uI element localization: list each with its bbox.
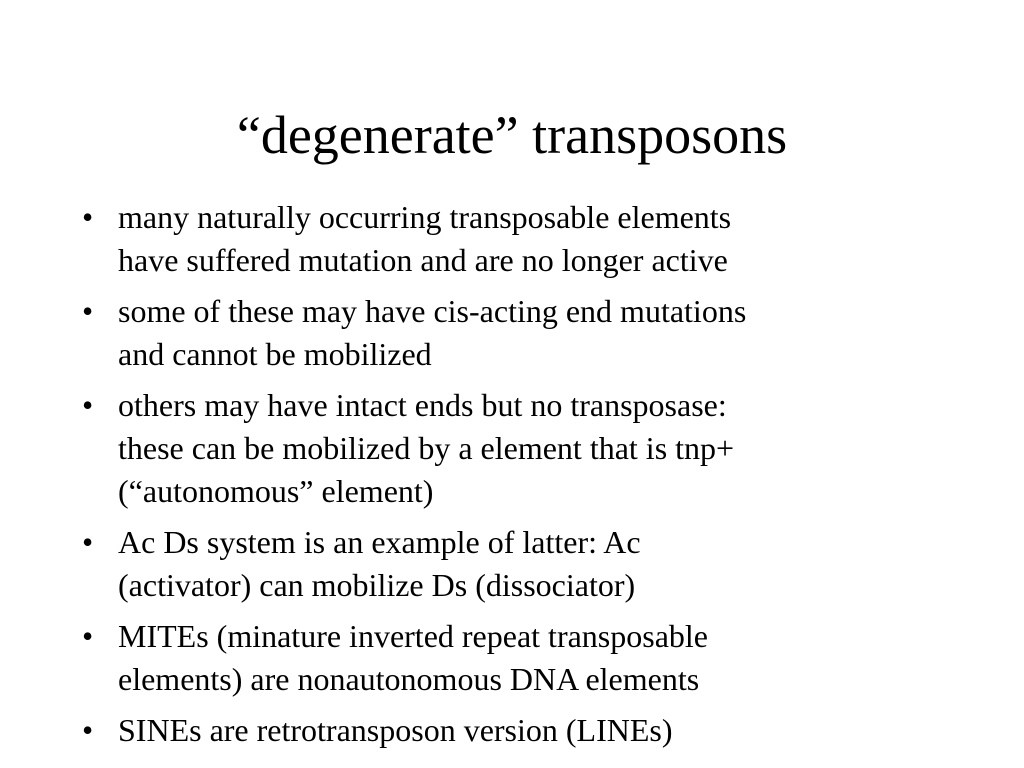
bullet-line: and cannot be mobilized [118,336,432,372]
bullet-item [76,290,956,376]
bullet-text [118,384,956,513]
bullet-line: Ac Ds system is an example of latter: Ac [118,524,641,560]
bullet-item [76,709,956,752]
bullet-line: SINEs are retrotransposon version (LINEs) [118,712,673,748]
bullet-line: many naturally occurring transposable elements [118,199,732,235]
bullet-icon: • [82,712,94,748]
bullet-text [118,196,956,282]
bullet-text [118,615,956,701]
bullet-line: MITEs (minature inverted repeat transposable [118,618,708,654]
bullet-item [76,384,956,513]
bullet-line: elements) are nonautonomous DNA elements [118,661,700,697]
bullet-text [118,290,956,376]
bullet-item [76,615,956,701]
bullet-icon: • [82,618,94,654]
bullet-item [76,196,956,282]
slide-title: “degenerate” transposons [236,105,788,165]
bullet-icon: • [82,293,94,329]
bullet-line: (“autonomous” element) [118,473,434,509]
bullet-text [118,709,956,752]
bullet-icon: • [82,199,94,235]
bullet-icon: • [82,524,94,560]
bullet-item [76,521,956,607]
bullet-line: (activator) can mobilize Ds (dissociator) [118,567,636,603]
bullet-line: have suffered mutation and are no longer active [118,242,728,278]
bullet-line: others may have intact ends but no transposase: [118,387,727,423]
bullet-text [118,521,956,607]
bullet-list [76,196,956,760]
bullet-icon: • [82,387,94,423]
bullet-line: these can be mobilized by a element that is tnp+ [118,430,735,466]
bullet-line: some of these may have cis-acting end mutations [118,293,747,329]
